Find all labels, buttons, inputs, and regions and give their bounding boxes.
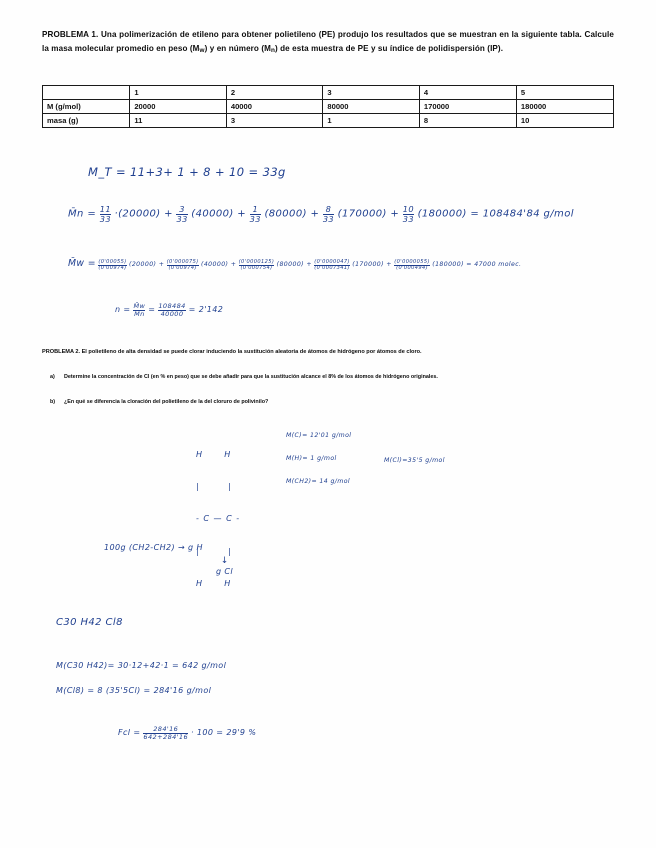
- results-table: [42, 85, 614, 128]
- handwritten-polydispersity: n = $\frac{M̄w}{M̄n}$ = $\frac{108484}{40000}$ = 2'142: [115, 302, 224, 319]
- table-cell: 180000: [516, 100, 613, 114]
- handwritten-mn-equation: M̄n = $\frac{11}{33}$ ·(20000) + $\frac{3}{33}$ (40000) + $\frac{1}{33}$ (80000) + $\frac{8}{33}$ (170000) + $\frac{10}{33}$ (180000) = 108484'84 g/mol: [68, 204, 574, 225]
- item-b-text: ¿En qué se diferencia la cloración del polietileno de la del cloruro de polivinilo?: [64, 399, 269, 405]
- table-header-cell: 2: [226, 86, 323, 100]
- table-cell: 170000: [419, 100, 516, 114]
- item-a-marker: a): [50, 374, 55, 380]
- handwritten-monomer-structure: H H | | - C — C - | | H H: [196, 449, 241, 589]
- down-arrow-icon: ↓: [220, 556, 229, 566]
- handwritten-mass-cl8: M(Cl8) = 8 (35'5Cl) = 284'16 g/mol: [56, 686, 212, 695]
- handwritten-chlorinated-formula: C30 H42 Cl8: [56, 617, 123, 628]
- table-row: [43, 100, 614, 114]
- problem-1-statement-text: PROBLEMA 1. Una polimerización de etileno para obtener polietileno (PE) produjo los resultados que se muestran en la siguiente tabla. Calcule la masa molecular promedio en peso (Mw) y en número (Mn) de esta muestra de PE y su índice de polidispersión (IP).: [42, 30, 614, 55]
- handwritten-mass-backbone: M(C30 H42)= 30·12+42·1 = 642 g/mol: [56, 661, 227, 670]
- problem-2-item-a: [50, 372, 464, 382]
- handwritten-mass-chlorine: M(Cl)=35'5 g/mol: [384, 457, 445, 464]
- handwritten-final-result: Fcl = $\frac{284'16}{642+284'16}$ · 100 = 29'9 %: [118, 725, 257, 742]
- table-row-label: M (g/mol): [43, 100, 130, 114]
- handwritten-mw-equation: M̄w = $\frac{(0'00055)}{(0'00974)}$ (20000) + $\frac{(0'000075)}{(0'00974)}$ (40000) + $\frac{(0'0000125)}{(0'000754)}$ (80000) + $\frac{(0'0000047)}{(0'0007341)}$ (170000) + $\frac{(0'0000055)}{(0'000494)}$ (180000) = 47000 molec.: [68, 258, 522, 272]
- handwritten-mass-carbon: M(C)= 12'01 g/mol: [286, 432, 352, 439]
- handwritten-total-mass: M_T = 11+3+ 1 + 8 + 10 = 33g: [88, 165, 286, 179]
- item-a-text: Determine la concentración de Cl (en % en peso) que se debe añadir para que la sustitución alcance el 8% de los átomos de hidrógeno originales.: [64, 374, 438, 380]
- item-b-marker: b): [50, 399, 56, 405]
- table-cell: 8: [419, 114, 516, 128]
- table-header-cell: 1: [130, 86, 227, 100]
- table-cell: 11: [130, 114, 227, 128]
- table-header-cell: 5: [516, 86, 613, 100]
- handwritten-balance-chlorine: g Cl: [216, 567, 234, 577]
- table-cell: 3: [226, 114, 323, 128]
- handwritten-mass-hydrogen: M(H)= 1 g/mol: [286, 455, 337, 462]
- table-header-cell: 4: [419, 86, 516, 100]
- problem-1-statement: [42, 28, 614, 56]
- table-cell: 40000: [226, 100, 323, 114]
- table-cell: 1: [323, 114, 420, 128]
- problem-2-item-b: [50, 397, 464, 407]
- table-row-label: masa (g): [43, 114, 130, 128]
- table-row: [43, 86, 614, 100]
- handwritten-mass-balance: 100g (CH2-CH2) → g H: [104, 543, 203, 552]
- problem-2-statement: PROBLEMA 2. El polietileno de alta densidad se puede clorar induciendo la sustitución aleatoria de átomos de hidrógeno por átomos de cloro.: [42, 349, 422, 355]
- table-row: [43, 114, 614, 128]
- table-header-cell: [43, 86, 130, 100]
- table-cell: 80000: [323, 100, 420, 114]
- handwritten-mass-ch2: M(CH2)= 14 g/mol: [286, 478, 351, 485]
- table-cell: 10: [516, 114, 613, 128]
- table-header-cell: 3: [323, 86, 420, 100]
- table-cell: 20000: [130, 100, 227, 114]
- handwritten-balance-arrow: [216, 556, 233, 577]
